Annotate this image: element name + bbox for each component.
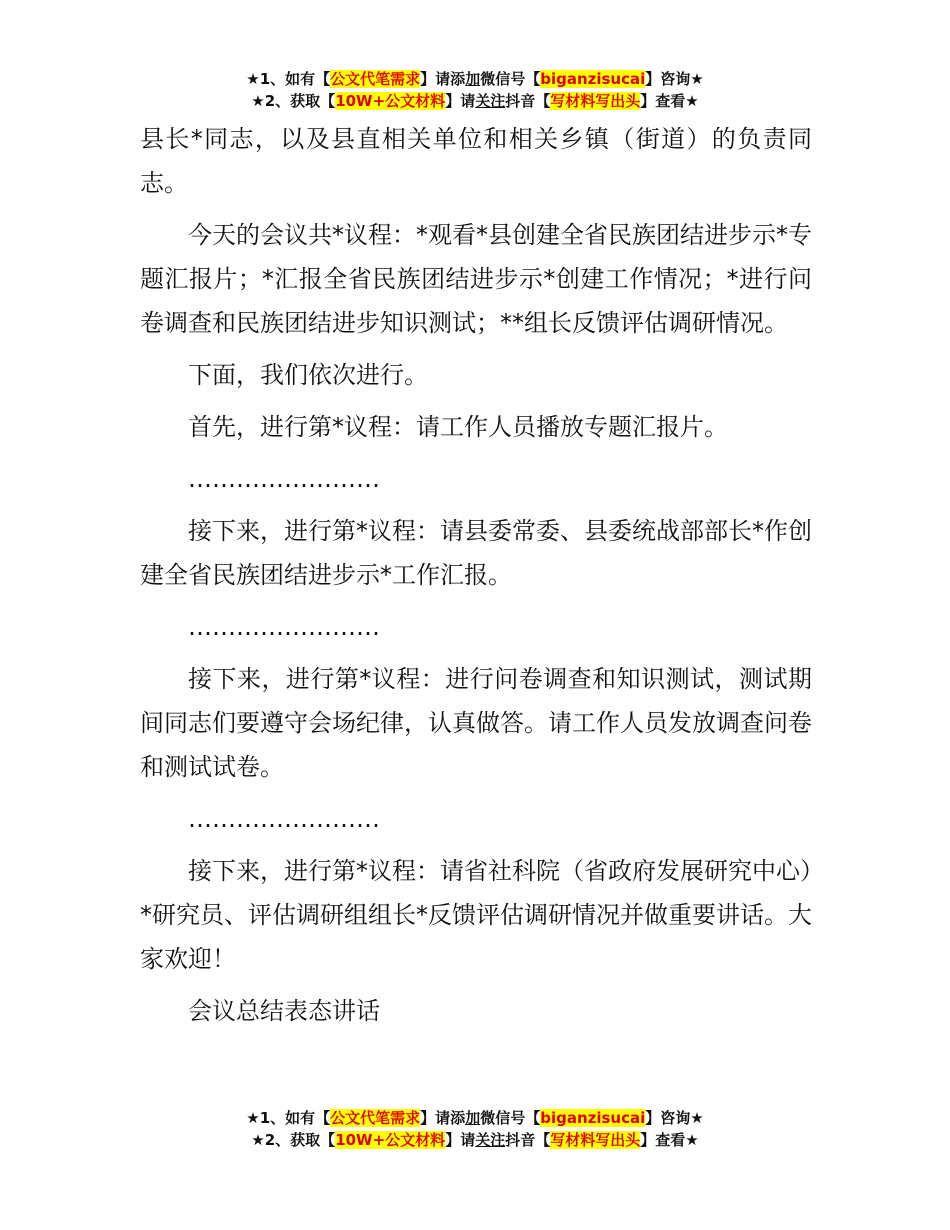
banner-text: 】请 <box>445 92 476 110</box>
banner-text: 抖音【 <box>505 1131 551 1149</box>
banner-text: ★1、如有【 <box>246 70 331 88</box>
ellipsis-separator: …………………… <box>188 805 380 833</box>
banner-underline: 关注 <box>475 1131 506 1149</box>
paragraph: 会议总结表态讲话 <box>188 997 380 1025</box>
banner-text: 】请 <box>445 1131 476 1149</box>
banner-underline: 加 <box>465 1109 481 1127</box>
banner-highlight: biganzisucai <box>540 1109 646 1127</box>
banner-text: 】请添 <box>420 70 466 88</box>
banner-line-1 <box>0 1107 950 1129</box>
paragraph: 下面，我们依次进行。 <box>188 361 428 389</box>
top-banner <box>0 68 950 112</box>
paragraph: 接下来，进行第*议程：进行问卷调查和知识测试，测试期间同志们要遵守会场纪律，认真做答。请工作人员发放调查问卷和测试试卷。 <box>140 665 812 781</box>
bottom-banner <box>0 1107 950 1151</box>
banner-underline: 加 <box>465 70 481 88</box>
banner-text: 抖音【 <box>505 92 551 110</box>
paragraph: 接下来，进行第*议程：请县委常委、县委统战部部长*作创建全省民族团结进步示*工作汇报。 <box>140 517 812 589</box>
banner-underline: 关注 <box>475 92 506 110</box>
banner-line-1 <box>0 68 950 90</box>
banner-line-2 <box>0 1129 950 1151</box>
banner-highlight: biganzisucai <box>540 70 646 88</box>
paragraph: 首先，进行第*议程：请工作人员播放专题汇报片。 <box>188 413 728 441</box>
ellipsis-separator: …………………… <box>188 465 380 493</box>
banner-text: ★2、获取【 <box>251 1131 336 1149</box>
banner-highlight: 写材料写出头 <box>550 92 641 110</box>
banner-text: 】查看★ <box>640 1131 699 1149</box>
banner-highlight: 写材料写出头 <box>550 1131 641 1149</box>
banner-highlight: 10W+公文材料 <box>335 92 446 110</box>
banner-text: 微信号【 <box>480 70 541 88</box>
banner-text: 】请添 <box>420 1109 466 1127</box>
banner-text: 】查看★ <box>640 92 699 110</box>
paragraph: 今天的会议共*议程：*观看*县创建全省民族团结进步示*专题汇报片；*汇报全省民族团结进步示*创建工作情况；*进行问卷调查和民族团结进步知识测试；**组长反馈评估调研情况。 <box>140 221 812 337</box>
document-body <box>140 117 812 1041</box>
banner-highlight: 公文代笔需求 <box>330 70 421 88</box>
banner-text: 】咨询★ <box>645 1109 704 1127</box>
banner-text: 】咨询★ <box>645 70 704 88</box>
banner-text: 微信号【 <box>480 1109 541 1127</box>
banner-highlight: 10W+公文材料 <box>335 1131 446 1149</box>
paragraph: 接下来，进行第*议程：请省社科院（省政府发展研究中心）*研究员、评估调研组组长*反馈评估调研情况并做重要讲话。大家欢迎！ <box>140 857 812 973</box>
banner-line-2 <box>0 90 950 112</box>
banner-text: ★2、获取【 <box>251 92 336 110</box>
ellipsis-separator: …………………… <box>188 613 380 641</box>
banner-text: ★1、如有【 <box>246 1109 331 1127</box>
banner-highlight: 公文代笔需求 <box>330 1109 421 1127</box>
paragraph: 县长*同志，以及县直相关单位和相关乡镇（街道）的负责同志。 <box>140 125 812 197</box>
